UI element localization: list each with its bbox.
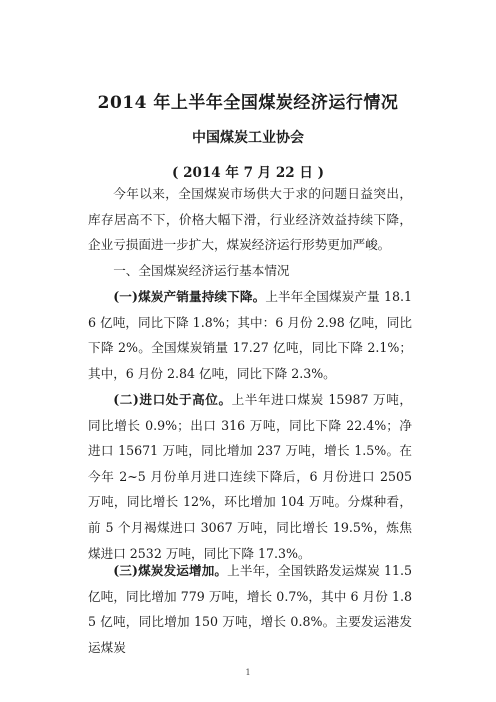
section-heading: 一、全国煤炭经济运行基本情况 — [113, 263, 290, 278]
paragraph-production — [88, 284, 412, 386]
publication-date: ( 2014 年 7 月 22 日 ) — [172, 165, 324, 181]
paragraph-imports — [88, 387, 412, 566]
paragraph-heading: (三)煤炭发运增加。 — [113, 563, 228, 578]
organization-name: 中国煤炭工业协会 — [192, 130, 304, 146]
paragraph-body: 上半年进口煤炭 15987 万吨，同比增长 0.9%；出口 316 万吨，同比下降 22.4%；净进口 15671 万吨，同比增加 237 万吨，增长 1.5%。在今年 2~5 月份单月进口连续下降后，6 月份进口 2505 万吨，同比增长 12%，环比增加 104 万吨。分煤种看，前 5 个月褐煤进口 3067 万吨，同比增长 19.5%，炼焦煤进口 2532 万吨，同比下降 17.3%。 — [88, 392, 412, 561]
paragraph-shipping — [88, 558, 412, 660]
paragraph-body: 上半年全国煤炭产量 18.16 亿吨，同比下降 1.8%；其中：6 月份 2.98 亿吨，同比下降 2%。全国煤炭销量 17.27 亿吨，同比下降 2.1%；其中，6 月份 2.84 亿吨，同比下降 2.3%。 — [88, 289, 413, 381]
document-title: 2014 年上半年全国煤炭经济运行情况 — [97, 93, 399, 113]
paragraph-heading: (二)进口处于高位。 — [113, 392, 232, 407]
paragraph-heading: (一)煤炭产销量持续下降。 — [113, 289, 266, 304]
intro-paragraph: 今年以来，全国煤炭市场供大于求的问题日益突出，库存居高不下，价格大幅下滑，行业经济效益持续下降，企业亏损面进一步扩大，煤炭经济运行形势更加严峻。 — [88, 186, 412, 253]
page-number: 1 — [245, 668, 251, 677]
paragraph-body: 上半年，全国铁路发运煤炭 11.5 亿吨，同比增加 779 万吨，增长 0.7%，其中 6 月份 1.85 亿吨，同比增加 150 万吨，增长 0.8%。主要发运港发运煤炭 — [88, 563, 413, 655]
